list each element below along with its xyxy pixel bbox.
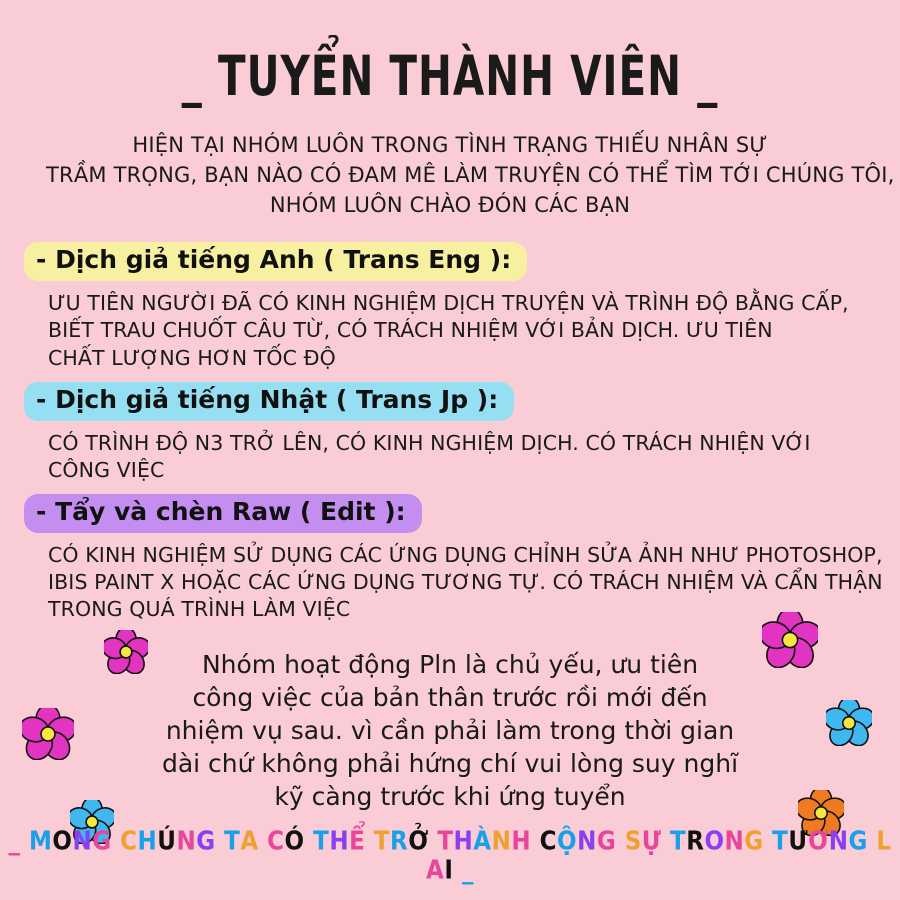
section-heading-edit: - Tẩy và chèn Raw ( Edit ): [24,494,422,533]
bottom-line-char: Ự [641,826,662,856]
body-line: CÓ KINH NGHIỆM SỬ DỤNG CÁC ỨNG DỤNG CHỈNH SỬA ẢNH NHƯ PHOTOSHOP, [48,542,883,567]
bottom-line-char [531,827,540,856]
bottom-line-char: H [137,826,158,856]
section-body-edit [48,542,882,624]
bottom-line-char: N [72,826,93,856]
bottom-rainbow-line [0,827,900,885]
bottom-line-char [662,827,671,856]
bottom-line-char [764,827,773,856]
flower-cyan-right-icon [826,700,872,746]
body-line: ƯU TIÊN NGƯỜI ĐÃ CÓ KINH NGHIỆM DỊCH TRUYỆN VÀ TRÌNH ĐỘ BẰNG CẤP, [48,291,849,316]
bottom-line-char: _ [461,856,474,886]
bottom-line-char: G [92,826,112,856]
section-trans-jp [18,382,882,484]
bottom-line-char: Ở [408,826,429,856]
bottom-line-char: G [848,826,868,856]
bottom-line-char: _ [8,826,21,856]
bottom-line-char: C [120,826,138,856]
bottom-line-char: T [772,826,789,856]
section-body-trans-jp [48,430,882,485]
bottom-line-char: T [437,826,454,856]
bottom-line-char: Ư [788,826,809,856]
bottom-line-char: H [453,826,474,856]
bottom-line-char: S [624,826,642,856]
bottom-line-char: R [686,826,705,856]
bottom-line-char: T [224,826,241,856]
bottom-line-char [453,856,462,885]
bottom-line-char: Ó [284,826,305,856]
bottom-line-char: C [539,826,557,856]
intro-paragraph [46,131,895,220]
bottom-line-char [21,827,30,856]
note-line: Nhóm hoạt động Pln là chủ yếu, ưu tiên [201,649,699,679]
intro-line: NHÓM LUÔN CHÀO ĐÓN CÁC BẠN [269,192,631,217]
bottom-line-char: N [828,826,849,856]
flower-magenta-left-low-icon [22,708,74,760]
note-line: công việc của bản thân trước rồi mới đến [192,682,708,712]
bottom-line-char: T [373,826,390,856]
intro-line: TRẦM TRỌNG, BẠN NÀO CÓ ĐAM MÊ LÀM TRUYỆN CÓ THỂ TÌM TỚI CHÚNG TÔI, [46,162,895,187]
bottom-line-char: H [329,826,350,856]
bottom-line-char: O [52,826,73,856]
bottom-line-char: T [313,826,330,856]
note-line: nhiệm vụ sau. vì cần phải làm trong thời gian [165,715,735,745]
bottom-line-char: O [704,826,725,856]
bottom-line-char [868,827,877,856]
bottom-line-char [112,827,121,856]
bottom-line-char: C [267,826,285,856]
body-line: CÓ TRÌNH ĐỘ N3 TRỞ LÊN, CÓ KINH NGHIỆM DỊCH. CÓ TRÁCH NHIỆN VỚI [48,430,811,455]
role-sections [0,242,900,623]
body-line: CÔNG VIỆC [48,457,165,482]
section-trans-eng [18,242,882,372]
note-line: kỹ càng trước khi ứng tuyển [274,781,626,811]
section-body-trans-eng [48,290,882,372]
body-line: CHẤT LƯỢNG HƠN TỐC ĐỘ [48,345,336,370]
bottom-line-char: I [444,856,454,886]
intro-line: HIỆN TẠI NHÓM LUÔN TRONG TÌNH TRẠNG THIẾU NHÂN SỰ [132,133,768,157]
section-heading-trans-jp: - Dịch giả tiếng Nhật ( Trans Jp ): [24,382,514,421]
bottom-line-char [616,827,625,856]
bottom-line-char: N [724,826,745,856]
bottom-line-char: T [670,826,687,856]
bottom-line-char: N [491,826,512,856]
body-line: IBIS PAINT X HOẶC CÁC ỨNG DỤNG TƯƠNG TỰ. CÓ TRÁCH NHIỆM VÀ CẨN THẬN [48,570,883,595]
bottom-line-char: À [473,826,492,856]
body-line: BIẾT TRAU CHUỐT CÂU TỪ, CÓ TRÁCH NHIỆM VỚI BẢN DỊCH. ƯU TIÊN [48,318,773,343]
bottom-line-char: G [744,826,764,856]
bottom-line-char [429,827,438,856]
note-line: dài chứ không phải hứng chí vui lòng suy nghĩ [161,748,739,778]
bottom-line-char: A [240,826,259,856]
bottom-line-char: N [577,826,597,856]
bottom-line-char: L [876,826,892,856]
bottom-line-char: R [390,826,409,856]
bottom-line-char: G [196,826,216,856]
section-edit [18,494,882,624]
bottom-line-char: N [176,826,197,856]
section-heading-trans-eng: - Dịch giả tiếng Anh ( Trans Eng ): [24,242,527,281]
bottom-line-char [305,827,314,856]
bottom-line-char: Ộ [557,826,578,856]
bottom-line-char [259,827,268,856]
bottom-line-char [216,827,225,856]
closing-note [70,648,830,813]
page-title: _ TUYỂN THÀNH VIÊN _ [181,43,719,109]
bottom-line-char: Ơ [808,826,829,856]
bottom-line-char [365,827,374,856]
bottom-line-char: H [511,826,532,856]
bottom-line-char: G [596,826,617,856]
bottom-line-char: A [426,856,445,886]
body-line: TRONG QUÁ TRÌNH LÀM VIỆC [48,597,351,622]
bottom-line-char: Ú [157,826,177,856]
bottom-line-char: M [29,826,53,856]
bottom-line-char: Ể [349,826,366,856]
